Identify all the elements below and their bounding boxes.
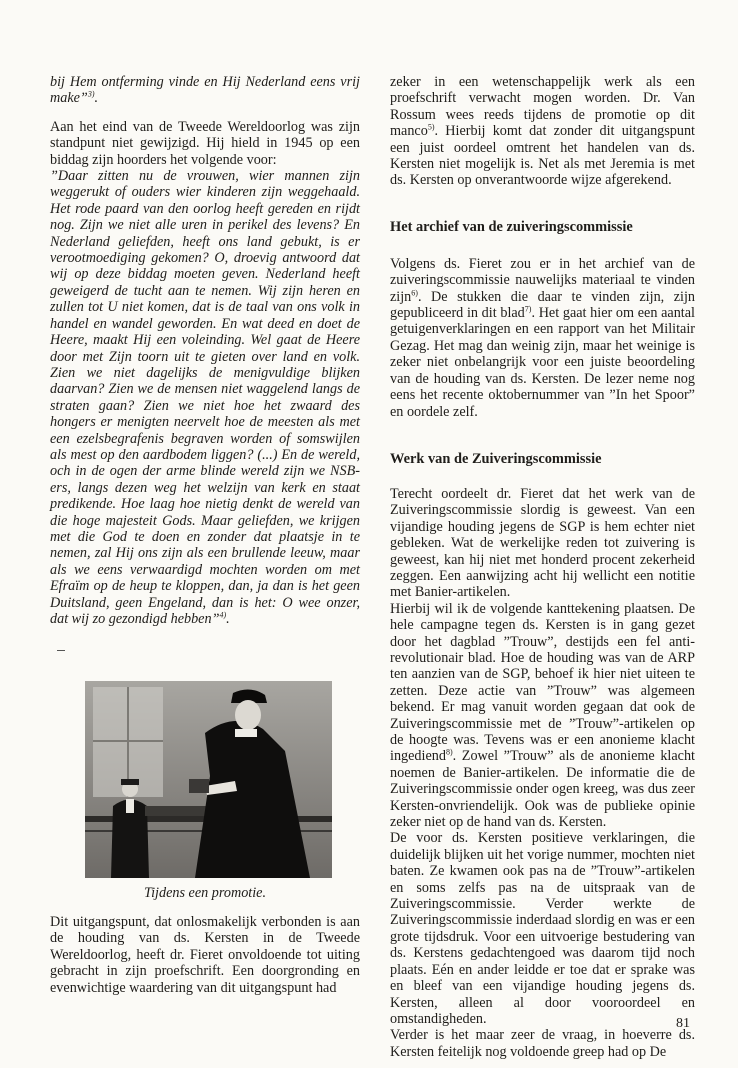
promotion-photo-graphic [85,681,332,878]
page-number: 81 [676,1016,690,1031]
paragraph: Hierbij wil ik de volgende kanttekening plaatsen. De hele campagne tegen ds. Kersten is in gang gezet door het dagblad ”Trouw”, destijds een fel anti-revolutionair blad. Hoe de houding was van de ARP ten aanzien van de SGP, behoef ik hier niet uiteen te zetten. Deze actie van ”Trouw” was algemeen bekend. Er mag vanuit worden gegaan dat ook de Zuiveringscommissie met de ”Trouw”-artikelen op de hoogte was. Tevens was er een anonieme klacht ingediend$^{8)}$. Zowel ”Trouw” als de anonieme klacht noemen de Banier-artikelen. De informatie die de Zuiveringscommissie onder ogen kreeg, was dus zeer Kersten-onvriendelijk. Ook was de publieke opinie zeker niet op de hand van ds. Kersten. [390,600,695,831]
quote-continuation: bij Hem ontferming vinde en Hij Nederland eens vrij make”$^{3)}$. [50,74,360,107]
footnote-ref: 3) [87,89,95,99]
footnote-ref: 6) [411,287,418,297]
left-column [50,74,360,627]
paragraph: Dit uitgangspunt, dat onlosmakelijk verbonden is aan de houding van ds. Kersten in de Tweede Wereldoorlog, heeft dr. Fieret onvoldoende tot uiting gebracht in zijn proefschrift. Een doorgronding en evenwichtige waardering van dit uitgangspunt had [50,914,360,996]
footnote-ref: 8) [445,747,453,757]
right-column [390,74,695,1060]
photo-caption: Tijdens een promotie. [143,885,267,901]
section-heading: Werk van de Zuiveringscommissie [390,450,602,467]
footnote-ref: 5) [427,122,435,132]
section-heading: Het archief van de zuiveringscommissie [390,218,633,235]
paragraph: Volgens ds. Fieret zou er in het archief van de zuiveringscommissie nauwelijks materiaal te vinden zijn$^{6)}$. De stukken die daar te vinden zijn, zijn gepubliceerd in dit blad$^{7)}$. Het gaat hier om een aantal getuigenverklaringen en een rapport van het Militair Gezag. Het mag dan weinig zijn, maar het weinige is zeker niet onbelangrijk voor een juiste beoordeling van de houding van ds. Kersten. De lezer neme nog eens het recente oktobernummer van ”In het Spoor” en oordele zelf. [390,255,695,420]
paragraph: Terecht oordeelt dr. Fieret dat het werk van de Zuiveringscommissie slordig is geweest. Van een vijandige houding jegens de SGP is hem echter niet gebleken. Wat de werkelijke reden tot zuivering is geweest, kan hij niet met honderd procent zekerheid zeggen. Een aanwijzing acht hij wellicht een notitie met Banier-artikelen. [390,485,695,601]
block-quote: ”Daar zitten nu de vrouwen, wier mannen zijn weggerukt of ouders wier kinderen zijn weggehaald. Het rode paard van den oorlog heeft gereden en rijdt nog. Zijn we niet alle uren in perikel des levens? En Nederland geliefden, heeft ons land gebukt, is er verootmoediging gekomen? O, droevig antwoord dat wij op deze biddag moeten geven. Nederland heeft geweigerd de tucht aan te nemen. Wij zijn heren en zullen tot U niet komen, dat is de taal van ons volk in handel en wandel geworden. En wat deed en doet de Heere, maakt Hij een voleinding. Wel gaat de Heere door met Zijn toorn uit te gieten over land en volk. Zien we niet dagelijks de menigvuldige blijken daarvan? Zien we de mensen niet waggelend langs de straten gaan? Zien we niet hoe het zwaard des hongers er menigten neervelt hoe de meesten als met een ezelsbegrafenis begraven worden of somswijlen als mest op den aardbodem liggen? (...) En de wereld, och in de ogen der arme blinde wereld zijn we NSB-ers, langs dezen weg het welzijn van kerk en staat predikende. Hoe laag hoe nietig denkt de wereld van die hoge majesteit Gods. Maar geliefden, we krijgen met die God te doen en zonder dat plaatsje in te nemen, zal Hij ons zijn als een brullende leeuw, maar als we eens verwaardigd mochten worden om met Efraïm op de heup te kloppen, dan, ja dan is het geen Duitsland, geen Engeland, dan is het: O wee onzer, dat wij zo gezondigd hebben”$^{4)}$. [50,168,360,627]
paragraph: zeker in een wetenschappelijk werk als een proefschrift verwacht mogen worden. Dr. Van Rossum wees reeds tijdens de promotie op dit manco$^{5)}$. Hierbij komt dat zonder dit uitgangspunt een juist oordeel omtrent het handelen van ds. Kersten niet mogelijk is. Net als met Jeremia is met ds. Kersten op onverantwoorde wijze afgerekend. [390,74,695,189]
photograph [85,681,332,878]
divider [57,650,65,651]
paragraph: Verder is het maar zeer de vraag, in hoeverre ds. Kersten feitelijk nog voldoende greep had op De [390,1027,695,1060]
footnote-ref: 7) [524,304,532,314]
footnote-ref: 4) [219,610,227,620]
paragraph: De voor ds. Kersten positieve verklaringen, die duidelijk blijken uit het vorige nummer, mochten niet baten. Ze kwamen ook pas na de ”Trouw”-artikelen en soms zelfs pas na de uitspraak van de Zuiveringscommissie. Verder werkte de Zuiveringscommissie inderdaad slordig en was er een grote tijdsdruk. Voor een uitvoerige bestudering van ds. Kerstens gedachtengoed was daarom tijd noch plaats. Eén en ander leidde er toe dat er sprake was en bleef van een vijandige houding jegens ds. Kersten, alleen al door vooroordeel en omstandigheden. [390,830,695,1027]
paragraph: Aan het eind van de Tweede Wereldoorlog was zijn standpunt niet gewijzigd. Hij hield in 1945 op een biddag zijn hoorders het volgende voor: [50,118,360,168]
